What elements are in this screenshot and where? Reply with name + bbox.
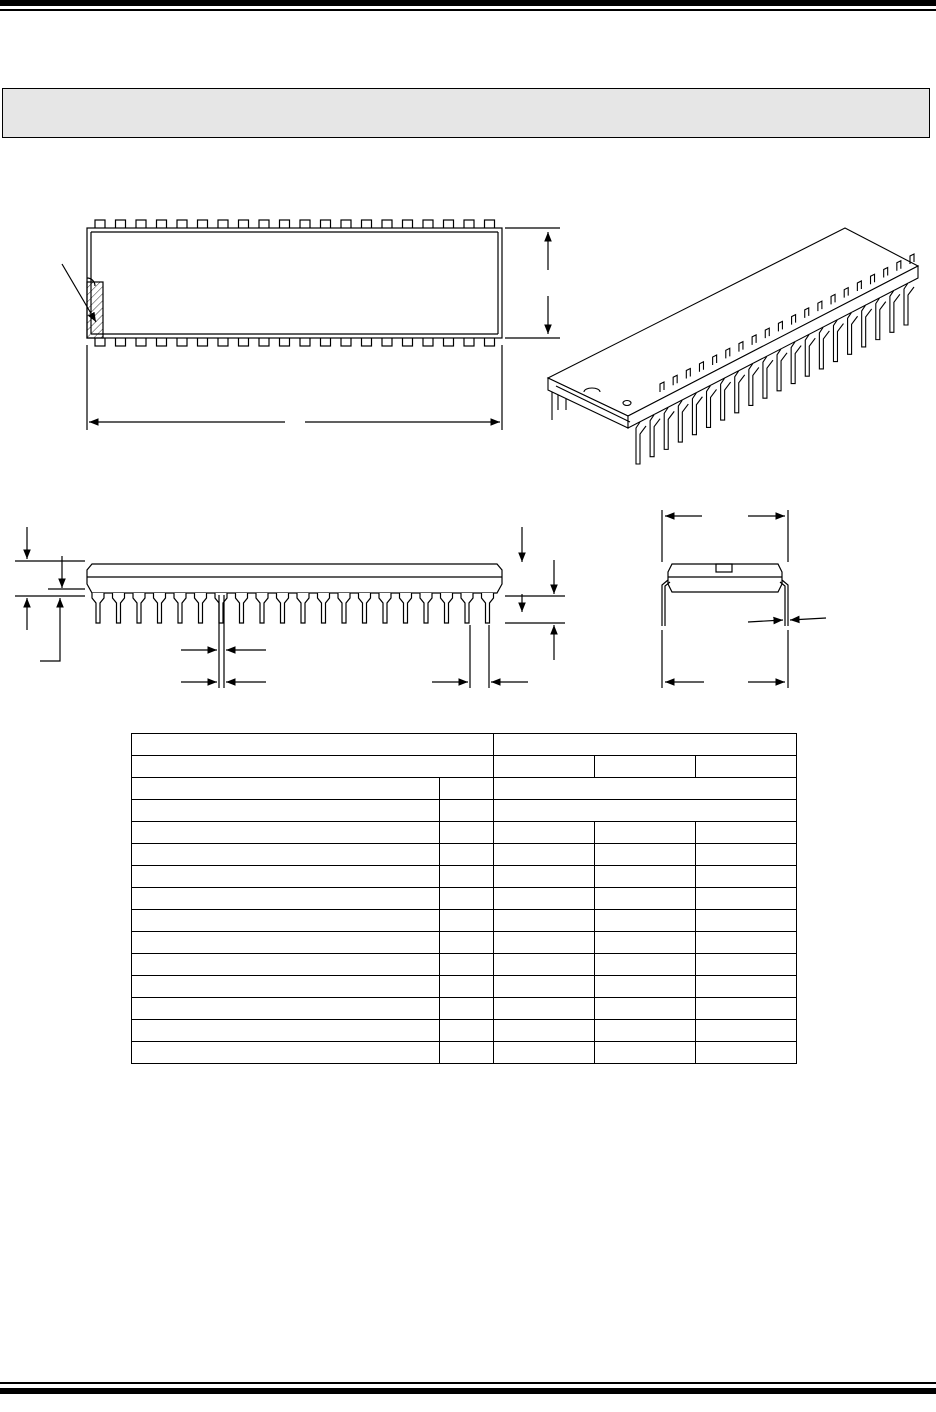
row-value [494, 800, 797, 822]
iso-lead [664, 407, 674, 449]
end-view [662, 510, 826, 688]
header-col [595, 756, 696, 778]
row-nom [595, 954, 696, 976]
table-row [132, 932, 797, 954]
row-min [494, 976, 595, 998]
table-row [132, 954, 797, 976]
side-lead [441, 593, 453, 623]
top-view [62, 220, 560, 430]
bottom-rule [0, 1388, 936, 1394]
row-max [696, 822, 797, 844]
iso-lead [749, 363, 759, 405]
isometric-view [548, 228, 918, 464]
row-label [132, 932, 440, 954]
row-label [132, 1020, 440, 1042]
row-nom [595, 976, 696, 998]
row-symbol [440, 844, 494, 866]
row-symbol [440, 866, 494, 888]
row-max [696, 998, 797, 1020]
row-nom [595, 1042, 696, 1064]
row-max [696, 888, 797, 910]
header-blank [132, 734, 494, 756]
row-symbol [440, 800, 494, 822]
iso-lead [805, 334, 815, 376]
iso-lead [833, 320, 843, 362]
iso-lead [791, 342, 801, 384]
row-symbol [440, 888, 494, 910]
iso-lead [735, 371, 745, 413]
side-lead [338, 593, 350, 623]
row-min [494, 822, 595, 844]
side-lead [154, 593, 166, 623]
row-min [494, 1020, 595, 1042]
table-row [132, 888, 797, 910]
iso-lead [707, 385, 717, 427]
iso-lead [650, 415, 660, 457]
row-max [696, 954, 797, 976]
header-blank [132, 756, 494, 778]
end-view-body [668, 564, 782, 592]
iso-lead [692, 393, 702, 435]
row-symbol [440, 932, 494, 954]
row-symbol [440, 976, 494, 998]
iso-lead [819, 327, 829, 369]
row-nom [595, 1020, 696, 1042]
side-lead [400, 593, 412, 623]
iso-lead [876, 298, 886, 340]
row-nom [595, 822, 696, 844]
header-col [494, 756, 595, 778]
row-max [696, 866, 797, 888]
row-symbol [440, 998, 494, 1020]
iso-lead [777, 349, 787, 391]
row-symbol [440, 1020, 494, 1042]
row-nom [595, 866, 696, 888]
table-row [132, 1020, 797, 1042]
row-value [494, 778, 797, 800]
row-label [132, 910, 440, 932]
side-lead [236, 593, 248, 623]
side-view-pins [92, 593, 494, 623]
side-view [15, 527, 565, 688]
row-label [132, 866, 440, 888]
side-lead [482, 593, 494, 623]
side-lead [133, 593, 145, 623]
table-row [132, 778, 797, 800]
row-max [696, 932, 797, 954]
table-row [132, 998, 797, 1020]
row-min [494, 998, 595, 1020]
row-min [494, 866, 595, 888]
row-symbol [440, 778, 494, 800]
row-nom [595, 888, 696, 910]
side-lead [379, 593, 391, 623]
row-symbol [440, 822, 494, 844]
row-label [132, 954, 440, 976]
header-col [696, 756, 797, 778]
row-min [494, 844, 595, 866]
row-label [132, 822, 440, 844]
row-max [696, 1020, 797, 1042]
side-lead [195, 593, 207, 623]
iso-lead [862, 305, 872, 347]
row-max [696, 976, 797, 998]
iso-lead [678, 400, 688, 442]
table-header-row [132, 734, 797, 756]
side-lead [174, 593, 186, 623]
iso-lead [848, 312, 858, 354]
row-nom [595, 910, 696, 932]
side-lead [297, 593, 309, 623]
top-view-body [87, 228, 502, 338]
row-label [132, 800, 440, 822]
table-row [132, 800, 797, 822]
side-lead [215, 593, 227, 623]
side-lead [92, 593, 104, 623]
row-min [494, 910, 595, 932]
table-row [132, 910, 797, 932]
side-lead [277, 593, 289, 623]
row-label [132, 976, 440, 998]
table-row [132, 844, 797, 866]
row-label [132, 998, 440, 1020]
side-lead [420, 593, 432, 623]
row-label [132, 888, 440, 910]
header-units [494, 734, 797, 756]
row-nom [595, 844, 696, 866]
row-nom [595, 932, 696, 954]
iso-lead [763, 356, 773, 398]
row-min [494, 932, 595, 954]
row-min [494, 954, 595, 976]
row-symbol [440, 1042, 494, 1064]
side-lead [113, 593, 125, 623]
side-lead [318, 593, 330, 623]
row-min [494, 888, 595, 910]
iso-lead [904, 283, 914, 325]
iso-lead [890, 290, 900, 332]
row-symbol [440, 954, 494, 976]
row-max [696, 910, 797, 932]
row-min [494, 1042, 595, 1064]
side-lead [461, 593, 473, 623]
row-label [132, 778, 440, 800]
table-row [132, 822, 797, 844]
row-symbol [440, 910, 494, 932]
iso-lead [636, 422, 646, 464]
table-row [132, 866, 797, 888]
row-nom [595, 998, 696, 1020]
side-lead [256, 593, 268, 623]
table-row [132, 1042, 797, 1064]
table-row [132, 976, 797, 998]
side-lead [359, 593, 371, 623]
dimension-table [131, 733, 797, 1064]
bottom-rule-thin [0, 1382, 936, 1384]
row-max [696, 844, 797, 866]
row-max [696, 1042, 797, 1064]
side-view-body [87, 564, 502, 593]
row-label [132, 844, 440, 866]
iso-lead [721, 378, 731, 420]
table-header-row [132, 756, 797, 778]
row-label [132, 1042, 440, 1064]
